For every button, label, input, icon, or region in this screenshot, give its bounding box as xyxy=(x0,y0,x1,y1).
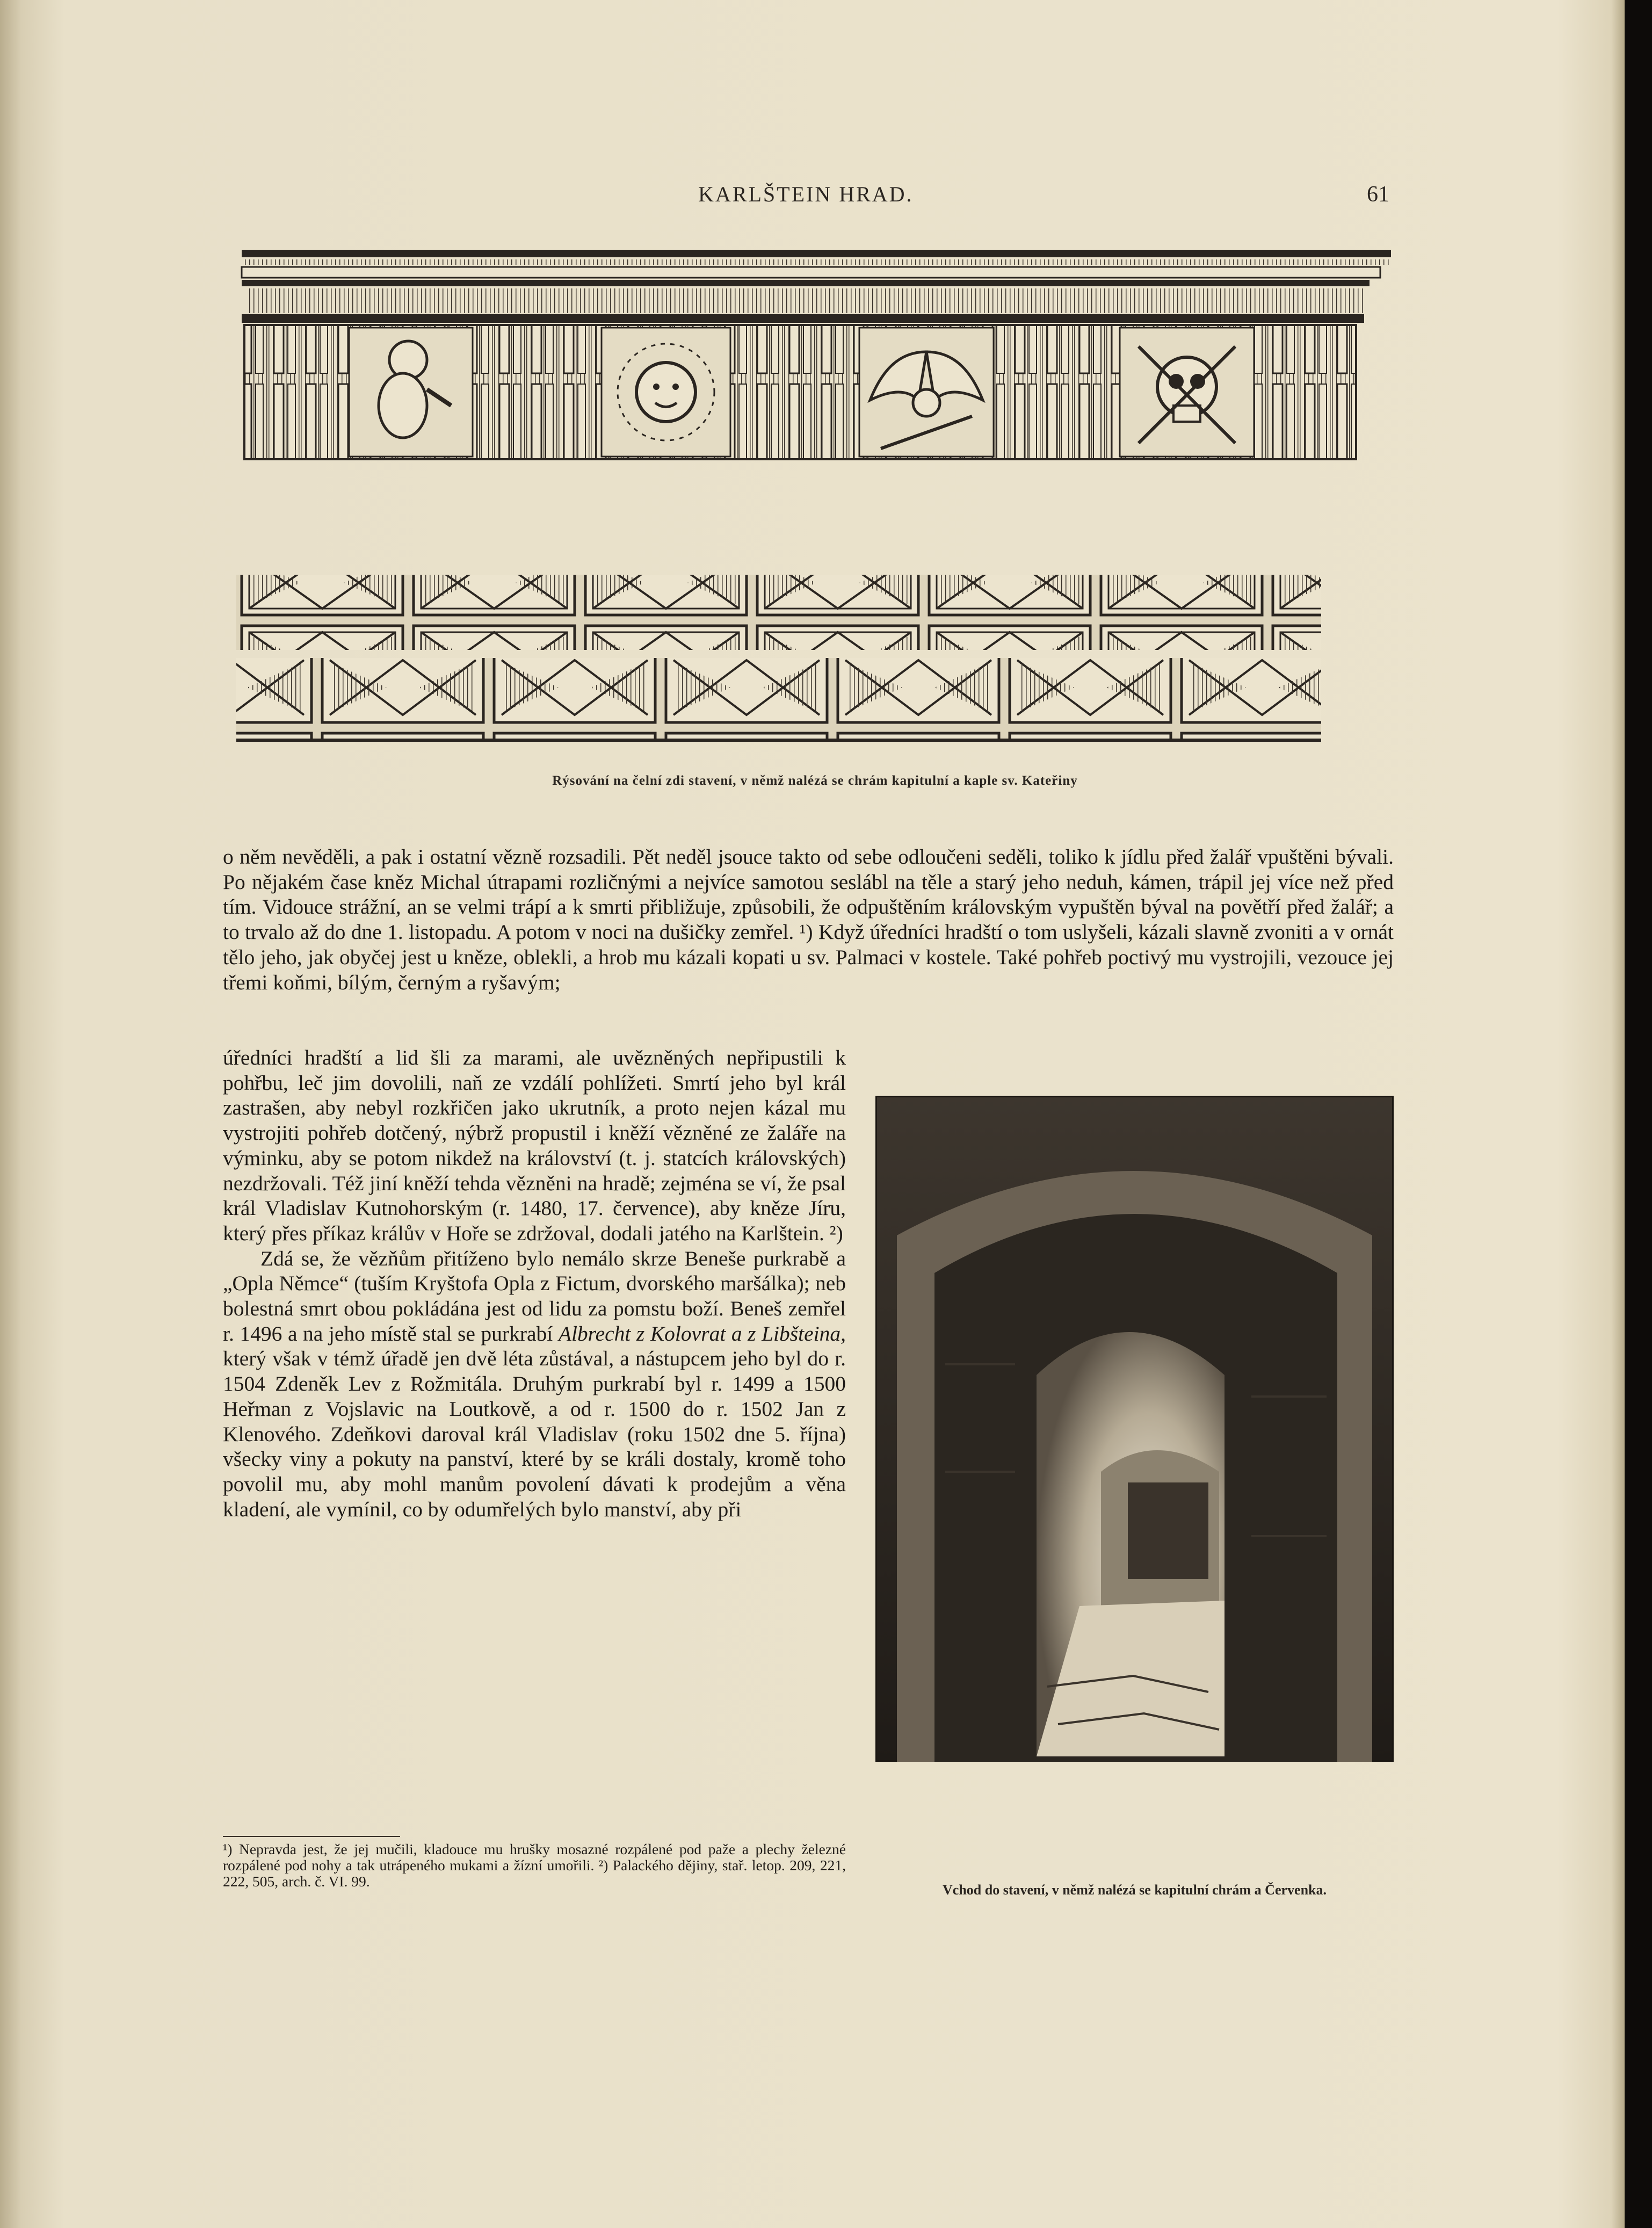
page-edge-shadow xyxy=(1625,0,1652,2228)
figure1-caption: Rýsování na čelní zdi stavení, v němž nalézá se chrám kapitulní a kaple sv. Kateřiny xyxy=(552,773,1078,788)
body-paragraph-1: úředníci hradští a lid šli za marami, ale uvězněných nepřipustili k pohřbu, leč jim dovolili, naň ze vzdálí pohlížeti. Smrtí jeho byl král zastrašen, aby nebyl rozkřičen jako ukrutník, a proto nejen kázal mu vystrojiti pohřeb dotčený, nýbrž propustil i kněží vězněné ze žaláře na výminku, aby se potom nikdež na království (t. j. statcích královských) nezdržovali. Též jiní kněží tehda vězněni na hradě; zejména se ví, že psal král Vladislav Kutnohorským (r. 1480, 17. července), aby kněze Jíru, který přes příkaz králův v Hoře se zdržoval, dodali jatého na Karlštein. ²) xyxy=(223,1046,846,1245)
paragraph-2-text-a: Zdá se, že vězňům přitíženo bylo nemálo skrze Beneše purkrabě a „Opla Němce“ (tuším Kryštofa Opla z Fictum, dvorského maršálka); neb bolestná smrt obou pokládána jest od lidu za pomstu boží. Beneš zemřel r. 1496 a na jeho místě stal se purkrabí xyxy=(223,1246,846,1346)
footnotes: ¹) Nepravda jest, že jej mučili, kladouce mu hrušky mosazné rozpálené pod paže a plechy železné rozpálené pod nohy a tak utrápeného mukami a žízní umořili. ²) Palackého dějiny, stař. letop. 209, 221, 222, 505, arch. č. VI. 99. xyxy=(223,1841,846,1890)
paragraph-2-text-b: který však v témž úřadě jen dvě léta zůstával, a nástupcem jeho byl do r. 1504 Zdeněk Lev z Rožmitála. Druhým purkrabí byl r. 1499 a 1500 Heřman z Vojslavic na Loutkově, a od r. 1500 do r. 1502 Jan z Klenového. Zdeňkovi daroval král Vladislav (roku 1502 dne 5. října) všecky viny a pokuty na panství, které by se králi dostaly, kromě toho povolil mu, aby mohl manům povolení dávati k prodejům a věna kladení, ale vymínil, co by odumřelých bylo manství, aby při xyxy=(223,1347,846,1521)
figure2-caption: Vchod do stavení, v němž nalézá se kapitulní chrám a Červenka. xyxy=(943,1882,1327,1898)
ornamental-frieze-illustration xyxy=(236,244,1394,760)
running-header: KARLŠTEIN HRAD. xyxy=(698,182,914,206)
footnote-rule xyxy=(223,1836,400,1837)
body-paragraph-fullwidth: o něm nevěděli, a pak i ostatní vězně rozsadili. Pět neděl jsouce takto od sebe odloučeni seděli, toliko k jídlu před žalář vpuštěni bývali. Po nějakém čase kněz Michal útrapami rozličnými a nejvíce samotou seslábl na těle a starý jeho neduh, kámen, trápil jej více než před tím. Vidouce strážní, an se velmi trápí a k smrti přibližuje, způsobili, že odpuštěním královským vypuštěn býval na povětří před žalář; a to trvalo až do dne 1. listopadu. A potom v noci na dušičky zemřel. ¹) Když úředníci hradští o tom uslyšeli, kázali slavně zvoniti a v ornát tělo jeho, jak obyčej jest u kněze, oblekli, a hrob mu kázali kopati u sv. Palmaci v kostele. Také pohřeb poctivý mu vystrojili, vezouce jej třemi koňmi, bílým, černým a ryšavým; xyxy=(223,845,1394,994)
paragraph-2-italic-name: Albrecht z Kolovrat a z Libšteina, xyxy=(558,1321,846,1346)
vaulted-passage-illustration xyxy=(875,1096,1394,1762)
text-column xyxy=(223,1045,846,1522)
page-number: 61 xyxy=(1367,182,1389,207)
body-paragraph-2 xyxy=(223,1246,846,1522)
